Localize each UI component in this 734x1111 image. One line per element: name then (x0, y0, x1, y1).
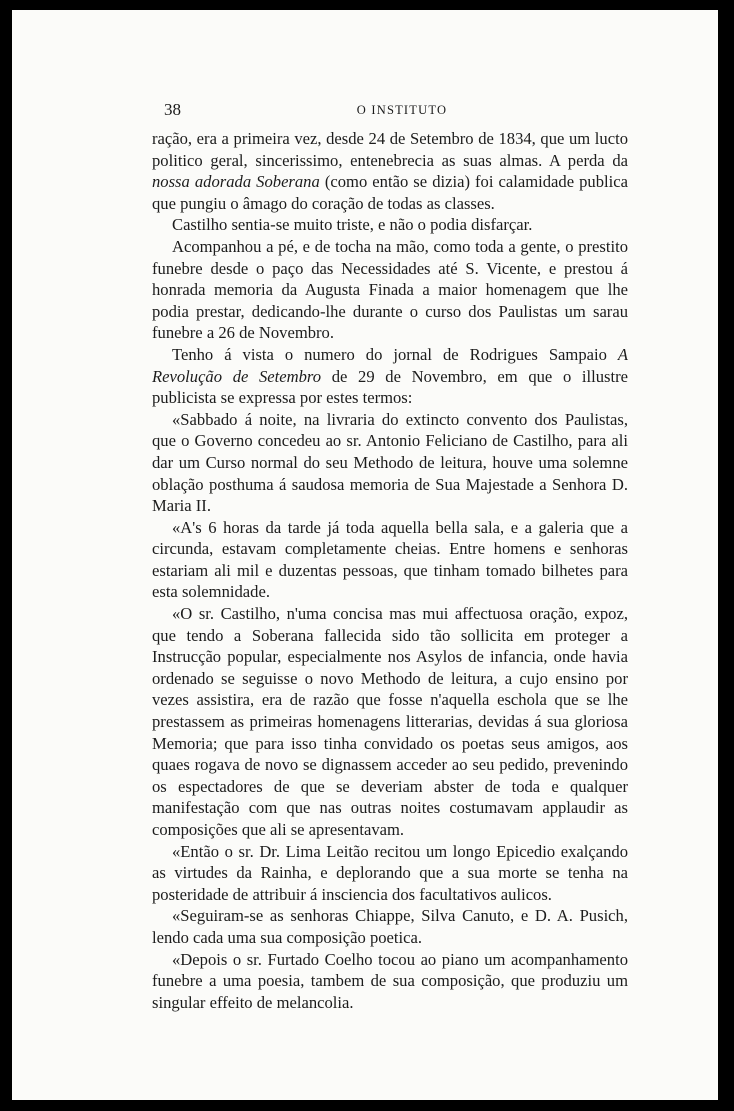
paragraph (152, 128, 628, 214)
text-run: «A's 6 horas da tarde já toda aquella bella sala, e a galeria que a circunda, estavam completamente cheias. Entre homens e senhoras estariam ali mil e duzentas pessoas, que tinham tomado bilhetes para esta solemnidade. (152, 517, 628, 602)
paragraph (152, 905, 628, 948)
italic-title: nossa adorada Soberana (152, 172, 320, 192)
text-run: «O sr. Castilho, n'uma concisa mas mui affectuosa oração, expoz, que tendo a Soberana fallecida sido tão sollicita em proteger a Instrucção popular, especialmente nos Asylos de infancia, onde havia ordenado se seguisse o novo Methodo de leitura, a cujo ensino por vezes assistira, era de razão que fosse n'aquella eschola que se lhe prestassem as primeiras homenagens litterarias, devidas á sua gloriosa Memoria; que para isso tinha convidado os poetas seus amigos, aos quaes rogava de novo se dignassem acceder ao seu pedido, prevenindo os espectadores de que se deveriam abster de toda e qualquer manifestação com que nas outras noites costumavam applaudir as composições que ali se apresentavam. (152, 604, 628, 839)
text-run: de 29 de Novembro, em que o illustre publicista se expressa por estes termos: (152, 366, 629, 408)
text-run: (como então se dizia) foi calamidade publica que pungiu o âmago do coração de todas as classes. (152, 172, 628, 213)
text-run: «Depois o sr. Furtado Coelho tocou ao piano um acompanhamento funebre a uma poesia, tambem de sua composição, que produziu um singular effeito de melancolia. (152, 949, 628, 1012)
running-head (164, 100, 640, 122)
paragraph (152, 517, 628, 603)
page-number: 38 (164, 100, 181, 119)
text-run: ração, era a primeira vez, desde 24 de Setembro de 1834, que um lucto politico geral, sincerissimo, entenebrecia as suas almas. A perda da (152, 129, 628, 170)
paragraph (152, 236, 628, 344)
text-run: «Seguiram-se as senhoras Chiappe, Silva Canuto, e D. A. Pusich, lendo cada uma sua composição poetica. (152, 906, 628, 947)
text-run: «Então o sr. Dr. Lima Leitão recitou um longo Epicedio exalçando as virtudes da Rainha, e deplorando que a sua morte se tenha na posteridade de attribuir á insciencia dos facultativos aulicos. (152, 841, 628, 904)
text-run: Tenho á vista o numero do jornal de Rodrigues Sampaio (172, 344, 618, 364)
journal-title: O INSTITUTO (356, 103, 448, 117)
paragraph (152, 841, 628, 906)
paragraph (152, 409, 628, 517)
body-text (152, 128, 628, 1013)
paragraph (152, 344, 628, 409)
paragraph (152, 949, 628, 1014)
paragraph (152, 214, 628, 236)
paragraph (152, 603, 628, 841)
italic-title: A Revolução de Setembro (152, 344, 628, 386)
text-run: Acompanhou a pé, e de tocha na mão, como toda a gente, o prestito funebre desde o paço das Necessidades até S. Vicente, e prestou á honrada memoria da Augusta Finada a maior homenagem que lhe podia prestar, dedicando-lhe durante o curso dos Paulistas um sarau funebre a 26 de Novembro. (152, 236, 628, 343)
text-run: «Sabbado á noite, na livraria do extincto convento dos Paulistas, que o Governo concedeu ao sr. Antonio Feliciano de Castilho, para ali dar um Curso normal do seu Methodo de leitura, houve uma solemne oblação posthuma á saudosa memoria de Sua Majestade a Senhora D. Maria II. (152, 409, 628, 516)
text-run: Castilho sentia-se muito triste, e não o podia disfarçar. (172, 215, 533, 235)
